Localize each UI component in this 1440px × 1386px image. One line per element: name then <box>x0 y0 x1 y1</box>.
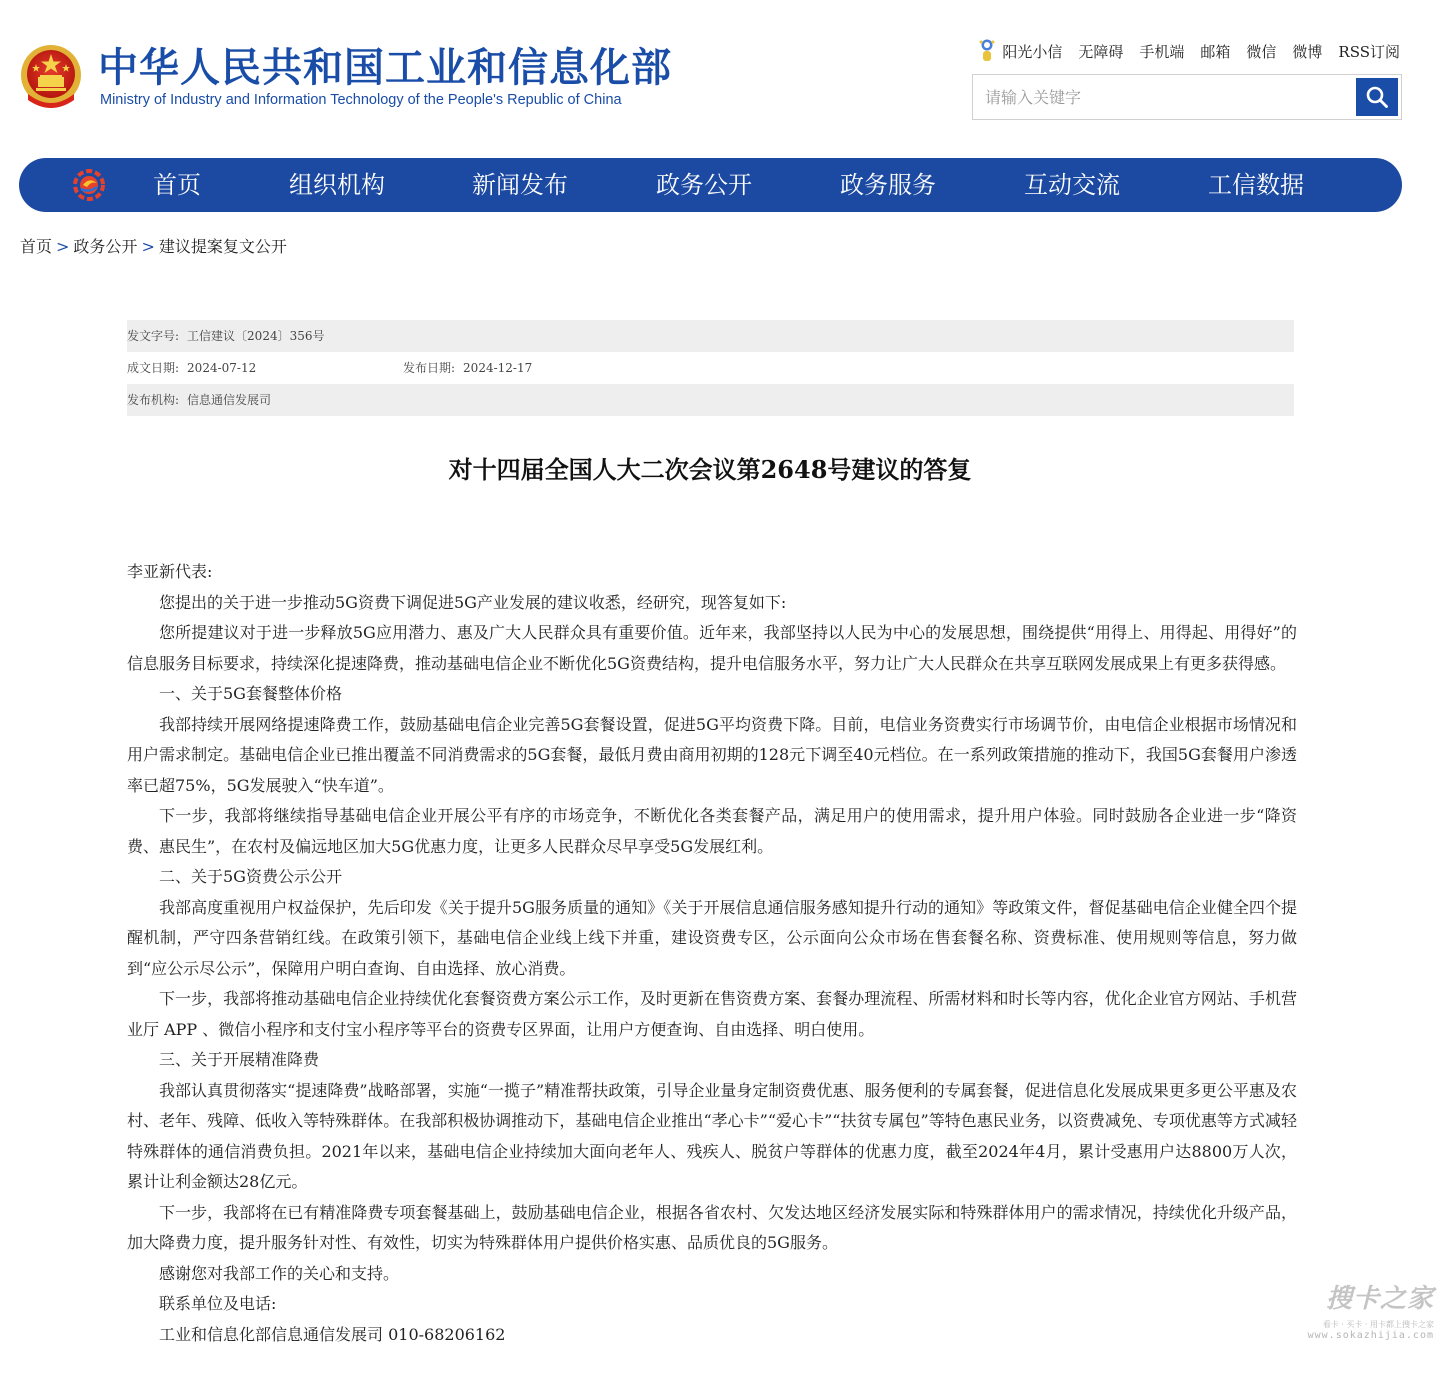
meta-row-doc-no <box>127 320 1294 352</box>
body-paragraph: 下一步，我部将继续指导基础电信企业开展公平有序的市场竞争，不断优化各类套餐产品，满足用户的使用需求，提升用户体验。同时鼓励各企业进一步“降资费、惠民生”，在农村及偏远地区加大5G优惠力度，让更多人民群众尽早享受5G发展红利。 <box>127 806 1297 856</box>
doc-no-value: 工信建议〔2024〕356号 <box>187 329 325 343</box>
breadcrumb-separator: > <box>56 237 70 256</box>
body-paragraph: 您提出的关于进一步推动5G资费下调促进5G产业发展的建议收悉，经研究，现答复如下: <box>159 592 787 612</box>
body-paragraph: 您所提建议对于进一步释放5G应用潜力、惠及广大人民群众具有重要价值。近年来，我部坚持以人民为中心的发展思想，围绕提供“用得上、用得起、用得好”的信息服务目标要求，持续深化提速降费，推动基础电信企业不断优化5G资费结构，提升电信服务水平，努力让广大人民群众在共享互联网发展成果上有更多获得感。 <box>127 623 1297 673</box>
contact-label: 联系单位及电话: <box>159 1294 277 1313</box>
search-input[interactable] <box>973 75 1356 119</box>
top-links <box>978 38 1400 64</box>
section-heading: 一、关于5G套餐整体价格 <box>159 684 342 703</box>
issuer-value: 信息通信发展司 <box>187 393 272 407</box>
breadcrumb-separator: > <box>141 237 155 256</box>
toplink-rss[interactable]: RSS订阅 <box>1338 42 1400 61</box>
search-button[interactable] <box>1356 78 1398 116</box>
mascot-icon[interactable] <box>978 38 996 64</box>
watermark-name: 搜卡之家 <box>1325 1284 1434 1314</box>
body-paragraph: 我部认真贯彻落实“提速降费”战略部署，实施“一揽子”精准帮扶政策，引导企业量身定制资费优惠、服务便利的专属套餐，促进信息化发展成果更多更公平惠及农村、老年、残障、低收入等特殊群体。在我部积极协调推动下，基础电信企业推出“孝心卡”“爱心卡”“扶贫专属包”等特色惠民业务，以资费减免、专项优惠等方式减轻特殊群体的通信消费负担。2021年以来，基础电信企业持续加大面向老年人、残疾人、脱贫户等群体的优惠力度，截至2024年4月，累计受惠用户达8800万人次，累计让利金额达28亿元。 <box>127 1080 1297 1191</box>
breadcrumb-gov-affairs[interactable]: 政务公开 <box>73 237 138 256</box>
closing-line: 感谢您对我部工作的关心和支持。 <box>159 1263 400 1283</box>
search-box <box>972 74 1402 120</box>
meta-row-dates <box>127 352 1294 384</box>
toplink-weibo[interactable]: 微博 <box>1292 42 1323 61</box>
breadcrumb-home[interactable]: 首页 <box>20 237 53 256</box>
toplink-mail[interactable]: 邮箱 <box>1200 42 1231 61</box>
nav-gov-affairs[interactable]: 政务公开 <box>656 171 752 199</box>
meta-row-issuer <box>127 384 1294 416</box>
toplink-sunshine[interactable]: 阳光小信 <box>1002 42 1063 61</box>
nav-interaction[interactable]: 互动交流 <box>1024 171 1120 199</box>
body-paragraph: 下一步，我部将在已有精准降费专项套餐基础上，鼓励基础电信企业，根据各省农村、欠发达地区经济发展实际和特殊群体用户的需求情况，持续优化升级产品，加大降费力度，提升服务针对性、有效性，切实为特殊群体用户提供价格实惠、品质优良的5G服务。 <box>127 1202 1297 1252</box>
nav-home[interactable]: 首页 <box>153 171 201 199</box>
site-header <box>0 0 1440 150</box>
published-date-label: 发布日期: <box>403 361 456 375</box>
nav-gov-services[interactable]: 政务服务 <box>840 171 936 199</box>
salutation: 李亚新代表: <box>127 562 213 581</box>
section-heading: 三、关于开展精准降费 <box>159 1050 320 1069</box>
site-title-cn[interactable]: 中华人民共和国工业和信息化部 <box>98 45 672 91</box>
nav-news[interactable]: 新闻发布 <box>472 171 568 199</box>
document-meta <box>127 320 1294 416</box>
written-date-label: 成文日期: <box>127 361 180 375</box>
watermark <box>1284 1278 1434 1358</box>
issuer-label: 发布机构: <box>127 393 180 407</box>
published-date-value: 2024-12-17 <box>463 361 533 375</box>
watermark-url: www.sokazhijia.com <box>1307 1330 1434 1341</box>
toplink-wechat[interactable]: 微信 <box>1246 42 1277 61</box>
breadcrumb-current[interactable]: 建议提案复文公开 <box>158 237 287 256</box>
toplink-accessibility[interactable]: 无障碍 <box>1078 42 1124 61</box>
national-emblem-icon[interactable] <box>18 42 84 112</box>
main-nav <box>19 158 1402 212</box>
section-heading: 二、关于5G资费公示公开 <box>159 867 342 886</box>
nav-organization[interactable]: 组织机构 <box>289 171 385 199</box>
site-title-en[interactable]: Ministry of Industry and Information Technology of the People's Republic of China <box>100 92 622 108</box>
search-icon <box>1365 85 1389 109</box>
document-body <box>127 557 1297 1350</box>
breadcrumb <box>20 234 287 257</box>
written-date-value: 2024-07-12 <box>187 361 257 375</box>
toplink-mobile[interactable]: 手机端 <box>1139 42 1185 61</box>
nav-data[interactable]: 工信数据 <box>1208 171 1304 199</box>
watermark-slogan: 看卡 · 买卡 · 用卡都上搜卡之家 <box>1322 1320 1434 1329</box>
body-paragraph: 下一步，我部将推动基础电信企业持续优化套餐资费方案公示工作，及时更新在售资费方案、套餐办理流程、所需材料和时长等内容，优化企业官方网站、手机营业厅 APP 、微信小程序和支付宝小程序等平台的资费专区界面，让用户方便查询、自由选择、明白使用。 <box>127 989 1297 1039</box>
body-paragraph: 我部高度重视用户权益保护，先后印发《关于提升5G服务质量的通知》《关于开展信息通信服务感知提升行动的通知》等政策文件，督促基础电信企业健全四个提醒机制，严守四条营销红线。在政策引领下，基础电信企业线上线下并重，建设资费专区，公示面向公众市场在售套餐名称、资费标准、使用规则等信息，努力做到“应公示尽公示”，保障用户明白查询、自由选择、放心消费。 <box>127 897 1297 978</box>
doc-no-label: 发文字号: <box>127 329 180 343</box>
contact-info: 工业和信息化部信息通信发展司 010-68206162 <box>159 1324 506 1344</box>
body-paragraph: 我部持续开展网络提速降费工作，鼓励基础电信企业完善5G套餐设置，促进5G平均资费下降。目前，电信业务资费实行市场调节价，由电信企业根据市场情况和用户需求制定。基础电信企业已推出覆盖不同消费需求的5G套餐，最低月费由商用初期的128元下调至40元档位。在一系列政策措施的推动下，我国5G套餐用户渗透率已超75%，5G发展驶入“快车道”。 <box>127 714 1297 795</box>
miit-logo-icon <box>71 167 107 203</box>
document-title: 对十四届全国人大二次会议第2648号建议的答复 <box>448 455 972 484</box>
